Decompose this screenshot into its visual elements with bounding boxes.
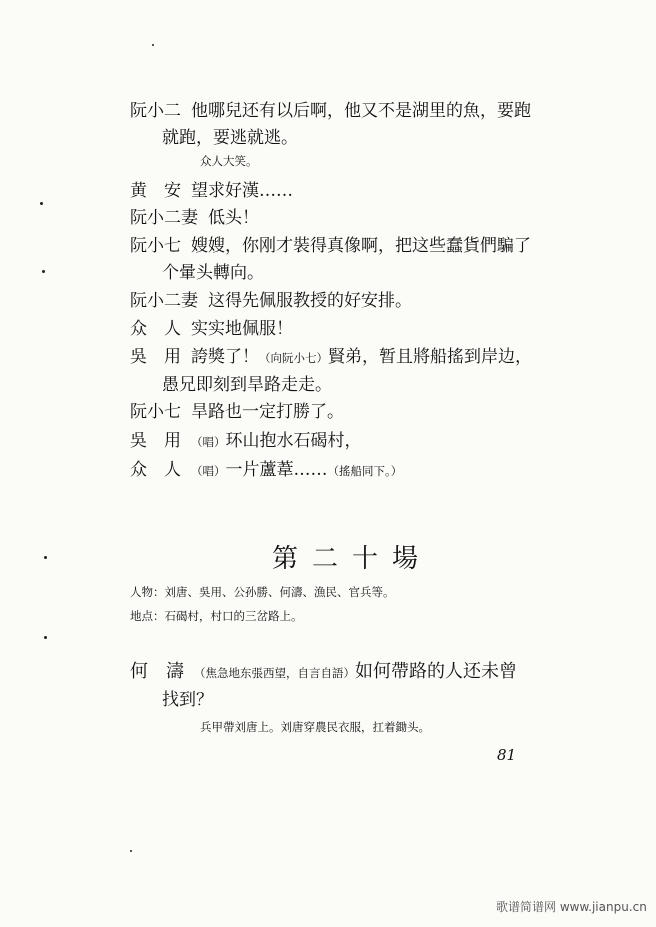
- dialogue-line: [130, 430, 580, 453]
- dialogue-line: [130, 290, 580, 312]
- scan-speck: [130, 850, 132, 852]
- dialogue-text: 环山抱水石碣村，: [225, 431, 362, 451]
- dialogue-line: [130, 661, 580, 684]
- page-number: 81: [497, 746, 517, 764]
- dialogue-line: [130, 100, 580, 122]
- scene-place: 地点：石碣村，村口的三岔路上。: [130, 609, 303, 623]
- dialogue-line: [130, 318, 580, 340]
- speaker-name: 众 人: [130, 460, 181, 480]
- scan-speck: [42, 270, 45, 273]
- stage-direction: 众人大笑。: [200, 154, 258, 168]
- dialogue-text: 旱路也一定打勝了。: [191, 402, 344, 422]
- dialogue-line: [130, 346, 580, 369]
- speaker-name: 吳 用: [130, 431, 181, 451]
- dialogue-continuation: 愚兄即刻到旱路走走。: [162, 375, 332, 395]
- stage-aside-end: （搖船同下。）: [327, 464, 403, 478]
- dialogue-text: 一片蘆葦……: [225, 460, 328, 480]
- dialogue-text: 賢弟，暂且將船搖到岸边，: [328, 347, 532, 367]
- dialogue-text: 如何帶路的人还未曾: [355, 661, 517, 682]
- dialogue-text: 低头！: [208, 208, 259, 228]
- scene-characters: 人物：刘唐、吳用、公孙勝、何濤、漁民、官兵等。: [130, 585, 395, 599]
- scan-speck: [152, 44, 154, 46]
- dialogue-line: [130, 401, 580, 423]
- dialogue-text: 嫂嫂，你刚才裝得真像啊，把这些蠢貨們騙了: [191, 236, 531, 256]
- speaker-name: 阮小七: [130, 236, 181, 256]
- scene-title: 第二十場: [272, 544, 433, 574]
- dialogue-text-pre: 誇獎了！: [191, 347, 259, 367]
- speaker-name: 阮小七: [130, 402, 181, 422]
- dialogue-continuation: 个暈头轉向。: [162, 263, 264, 283]
- dialogue-line: [130, 180, 580, 202]
- dialogue-line: [130, 235, 580, 257]
- dialogue-line: [130, 459, 580, 482]
- dialogue-continuation: 就跑，要逃就逃。: [162, 128, 298, 148]
- speaker-name: 黄 安: [130, 181, 181, 201]
- stage-aside: （向阮小七）: [259, 351, 328, 365]
- dialogue-text: 这得先佩服教授的好安排。: [208, 291, 412, 311]
- stage-aside: （唱）: [191, 464, 226, 478]
- speaker-name: 阮小二妻: [130, 291, 198, 311]
- scan-speck: [44, 636, 47, 639]
- speaker-name: 众 人: [130, 319, 181, 339]
- dialogue-line: [130, 207, 580, 229]
- dialogue-text: 他哪兒还有以后啊，他又不是湖里的魚，要跑: [191, 101, 531, 121]
- dialogue-text: 实实地佩服！: [191, 319, 293, 339]
- speaker-name: 阮小二妻: [130, 208, 198, 228]
- stage-direction: 兵甲帶刘唐上。刘唐穿農民衣服，扛着鋤头。: [200, 720, 430, 734]
- speaker-name: 阮小二: [130, 101, 181, 121]
- stage-aside: （唱）: [191, 435, 226, 449]
- scan-speck: [40, 202, 43, 205]
- dialogue-text: 望求好漢……: [191, 181, 293, 201]
- watermark-text: 歌谱简谱网 www.jianpu.cn: [496, 900, 647, 914]
- stage-aside: （焦急地东張西望，自言自語）: [194, 666, 355, 680]
- dialogue-continuation: 找到？: [162, 690, 213, 710]
- scan-speck: [44, 556, 47, 559]
- speaker-name: 何 濤: [130, 661, 184, 682]
- speaker-name: 吳 用: [130, 347, 181, 367]
